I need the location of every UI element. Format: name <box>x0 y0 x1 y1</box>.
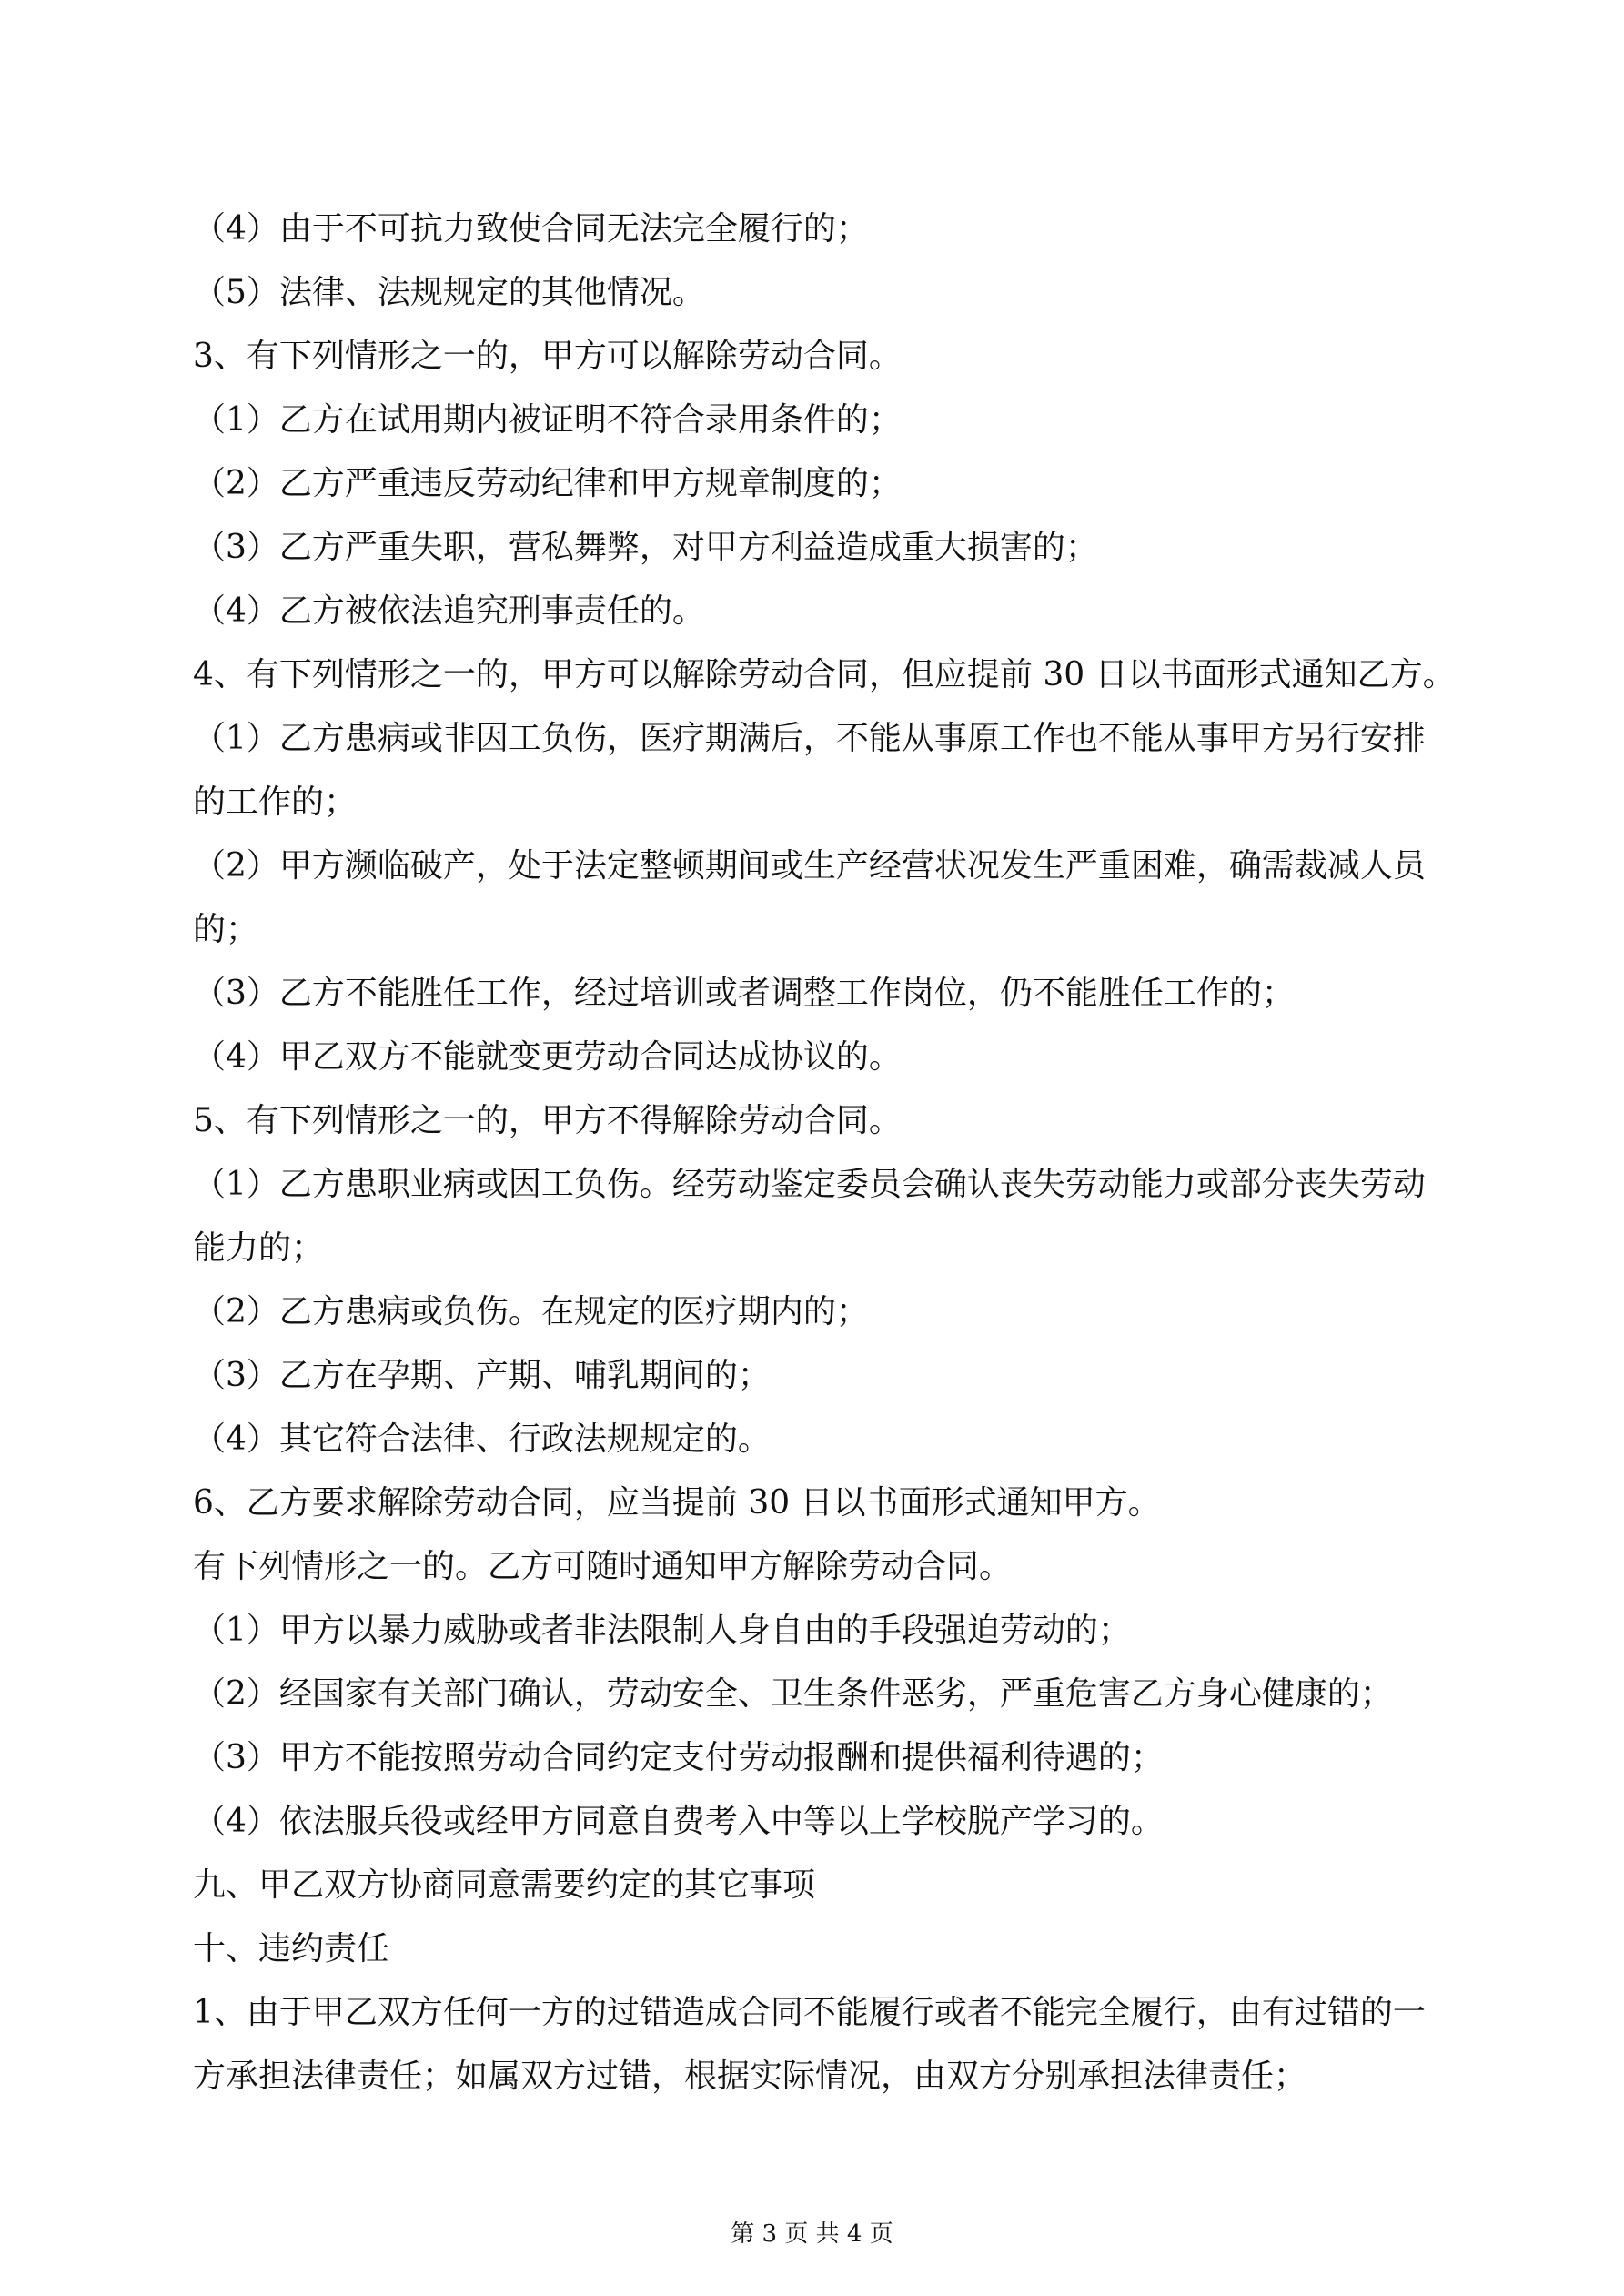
text-line: （3）甲方不能按照劳动合同约定支付劳动报酬和提供福利待遇的； <box>193 1739 1164 1776</box>
page-number-footer: 第 3 页 共 4 页 <box>731 2220 893 2248</box>
text-line: （2）甲方濒临破产，处于法定整顿期间或生产经营状况发生严重困难，确需裁减人员 <box>193 847 1426 885</box>
text-line: （3）乙方不能胜任工作，经过培训或者调整工作岗位，仍不能胜任工作的； <box>193 975 1295 1012</box>
text-line: （4）依法服兵役或经甲方同意自费考入中等以上学校脱产学习的。 <box>193 1803 1164 1840</box>
text-line: 5、有下列情形之一的，甲方不得解除劳动合同。 <box>193 1102 902 1139</box>
text-line: 4、有下列情形之一的，甲方可以解除劳动合同，但应提前 30 日以书面形式通知乙方。 <box>193 656 1456 693</box>
section-heading: 十、违约责任 <box>193 1930 390 1967</box>
text-line: 方承担法律责任；如属双方过错，根据实际情况，由双方分别承担法律责任； <box>193 2058 1307 2095</box>
text-line: 能力的； <box>193 1229 325 1267</box>
text-line: 的； <box>193 911 259 948</box>
text-line: （4）其它符合法律、行政法规规定的。 <box>193 1421 771 1458</box>
text-line: 的工作的； <box>193 784 358 821</box>
text-line: （1）乙方患病或非因工负伤，医疗期满后，不能从事原工作也不能从事甲方另行安排 <box>193 720 1426 757</box>
text-line: （2）乙方严重违反劳动纪律和甲方规章制度的； <box>193 465 902 502</box>
text-line: 有下列情形之一的。乙方可随时通知甲方解除劳动合同。 <box>193 1548 1013 1585</box>
text-line: （1）甲方以暴力威胁或者非法限制人身自由的手段强迫劳动的； <box>193 1612 1131 1649</box>
text-line: （4）乙方被依法追究刑事责任的。 <box>193 592 705 630</box>
text-line: （3）乙方在孕期、产期、哺乳期间的； <box>193 1357 771 1394</box>
text-line: （2）乙方患病或负伤。在规定的医疗期内的； <box>193 1293 869 1330</box>
text-line: （5）法律、法规规定的其他情况。 <box>193 274 705 311</box>
text-line: 6、乙方要求解除劳动合同，应当提前 30 日以书面形式通知甲方。 <box>193 1484 1161 1522</box>
text-line: 3、有下列情形之一的，甲方可以解除劳动合同。 <box>193 338 902 375</box>
text-line: （4）由于不可抗力致使合同无法完全履行的； <box>193 210 869 248</box>
text-line: （3）乙方严重失职，营私舞弊，对甲方利益造成重大损害的； <box>193 529 1098 566</box>
text-line: （2）经国家有关部门确认，劳动安全、卫生条件恶劣，严重危害乙方身心健康的； <box>193 1675 1393 1713</box>
section-heading: 九、甲乙双方协商同意需要约定的其它事项 <box>193 1866 816 1904</box>
text-line: 1、由于甲乙双方任何一方的过错造成合同不能履行或者不能完全履行，由有过错的一 <box>193 1994 1426 2031</box>
text-line: （1）乙方在试用期内被证明不符合录用条件的； <box>193 401 902 439</box>
text-line: （4）甲乙双方不能就变更劳动合同达成协议的。 <box>193 1038 902 1076</box>
document-body <box>193 197 1456 2109</box>
text-line: （1）乙方患职业病或因工负伤。经劳动鉴定委员会确认丧失劳动能力或部分丧失劳动 <box>193 1166 1426 1203</box>
